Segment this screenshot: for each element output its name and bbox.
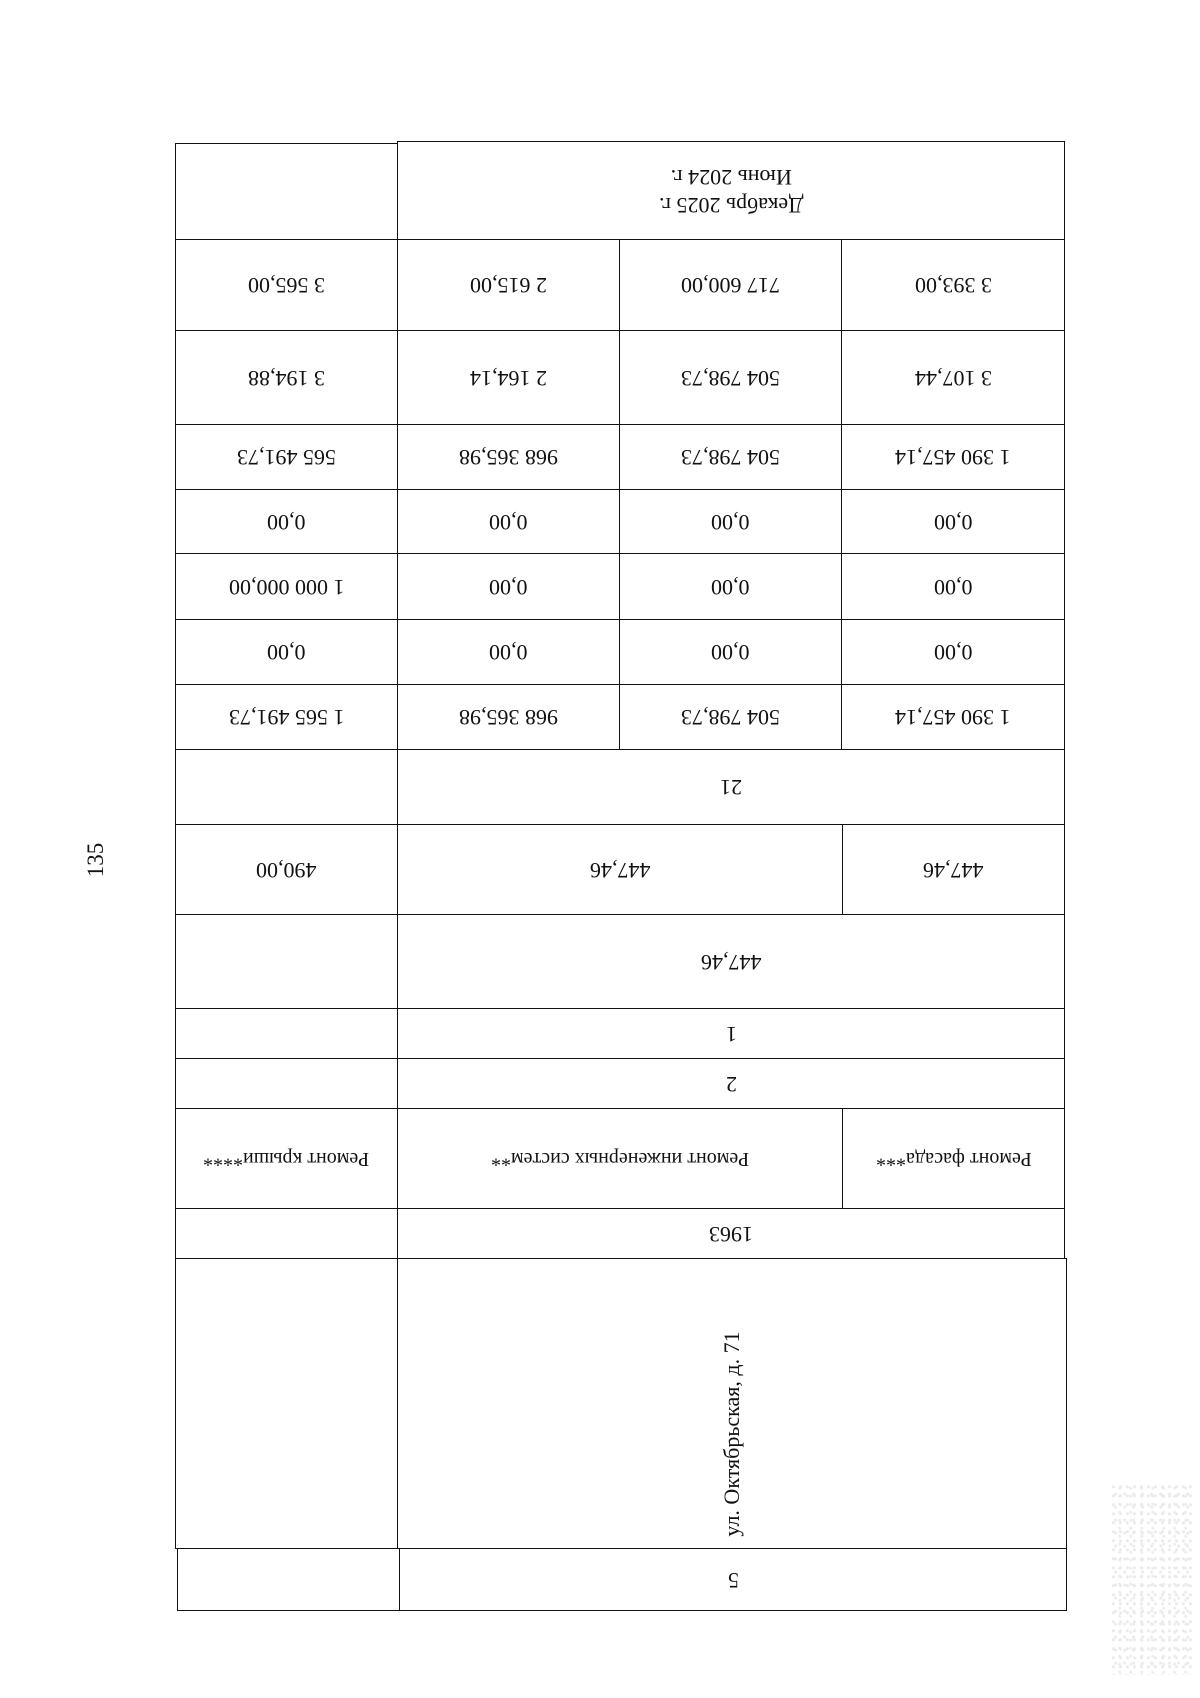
table-cell [175,330,398,425]
cell-value: 717 600,00 [681,273,780,298]
table-cell [842,1108,1065,1209]
cell-value: 0,00 [489,509,528,535]
table-cell [619,489,842,554]
cell-value: 504 798,73 [681,445,780,470]
table-cell [397,424,620,490]
cell-value: 2 164,14 [470,365,547,391]
cell-value: 490,00 [256,857,317,883]
work-type-facade: Ремонт фасада*** [875,1147,1032,1170]
table-cell [399,1548,1067,1611]
build-year: 1963 [709,1221,753,1247]
cell-value: 447,46 [700,949,762,975]
cell-value: 3 107,44 [914,365,992,391]
table-cell [175,914,398,1009]
cell-value: 0,00 [489,640,528,665]
table-cell [175,1008,398,1059]
cell-value: 565 491,73 [237,445,336,470]
cell-value: 0,00 [711,509,750,535]
cell-value: 3 393,00 [914,273,992,298]
table-cell [175,1258,398,1549]
table-cell [397,553,620,620]
table-cell [619,684,842,750]
cell-value: 3 194,88 [248,365,325,391]
table-cell [841,239,1065,331]
table-cell [397,1108,843,1209]
table-cell [619,330,842,425]
table-cell [619,619,842,685]
table-cell [175,239,398,331]
work-type-engineering: Ремонт инженерных систем** [490,1147,750,1170]
date-start: Июнь 2024 г. [670,164,792,190]
table-cell [175,1108,398,1209]
table-cell [175,489,398,554]
table-cell [175,424,398,490]
table-cell [619,553,842,620]
table-cell [397,824,843,915]
table-cell [841,684,1065,750]
table-cell [841,553,1065,620]
cell-value: 504 798,73 [681,705,780,730]
cell-value: 0,00 [489,574,528,600]
table-cell-address [397,1258,1067,1549]
table-cell [175,143,398,240]
cell-value: 2 615,00 [470,273,547,298]
cell-value: 1 000 000,00 [228,574,345,600]
table-cell-dates [397,141,1065,240]
table-cell [397,1058,1065,1109]
cell-value: 1 390 457,14 [895,445,1011,470]
table-cell [175,824,398,915]
cell-value: 0,00 [933,574,973,600]
table-cell [619,239,842,331]
table-cell [397,619,620,685]
table-cell [175,749,398,825]
address: ул. Октябрьская, д. 71 [719,1330,744,1537]
cell-value: 0,00 [933,509,973,535]
cell-value: 1 390 457,14 [895,705,1011,730]
table-cell [619,424,842,490]
table-cell [397,914,1065,1009]
table-cell [175,1208,398,1259]
cell-value: 968 365,98 [459,445,558,470]
scan-noise [1112,1485,1192,1675]
cell-value: 21 [720,775,742,800]
cell-value: 3 565,00 [248,273,325,298]
table-cell [397,330,620,425]
cell-value: 0,00 [711,574,750,600]
table-cell [397,749,1065,825]
table-cell [397,239,620,331]
table-cell [842,824,1065,915]
date-end: Декабрь 2025 г. [658,192,804,218]
table-cell [397,684,620,750]
date-range [659,163,803,219]
cell-value: 0,00 [711,640,750,665]
table-cell [177,1548,400,1611]
table-cell [841,489,1065,554]
cell-value: 504 798,73 [681,365,780,391]
table-cell [841,330,1065,425]
table-cell [175,553,398,620]
table-cell [175,619,398,685]
cell-value: 1 565 491,73 [228,705,345,730]
cell-value: 0,00 [933,640,973,665]
cell-value: 0,00 [267,640,306,665]
table-cell [397,1208,1065,1259]
table-cell [841,619,1065,685]
table-cell [175,684,398,750]
work-type-roof: Ремонт крыши**** [203,1147,370,1170]
table-cell [397,1008,1065,1059]
cell-value: 2 [725,1071,737,1097]
table-cell [841,424,1065,490]
cell-value: 968 365,98 [459,705,558,730]
cell-value: 0,00 [267,509,306,535]
page-number: 135 [83,842,108,878]
cell-value: 447,46 [923,857,984,883]
cell-value: 447,46 [589,857,651,883]
cell-value: 1 [725,1021,737,1047]
table-cell [397,489,620,554]
row-number: 5 [727,1567,739,1593]
table-cell [175,1058,398,1109]
